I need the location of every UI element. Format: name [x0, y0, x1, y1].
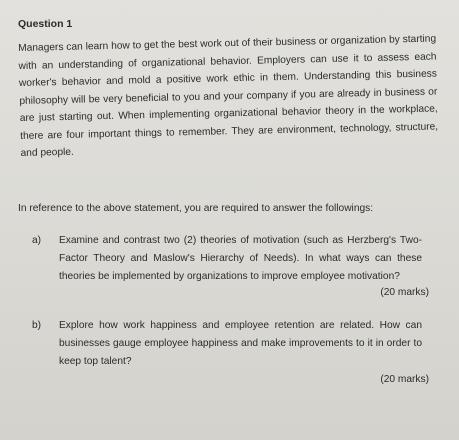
question-heading: Question 1: [18, 18, 73, 30]
question-item-a: [32, 232, 422, 286]
instruction-prompt: In reference to the above statement, you are required to answer the followings:: [18, 203, 374, 214]
item-a-marks: (20 marks): [380, 287, 429, 298]
item-a-letter: a): [32, 235, 42, 246]
intro-paragraph: Managers can learn how to get the best work out of their business or organization by starting with an understanding of organizational behavior. Employers can use it to assess each worker's behavior and mold a positive work ethic in them. Understanding this business philosophy will be very beneficial to you and your company if you are already in business or are just starting out. When implementing organizational behavior theory in the workplace, there are four important things to remember. They are environment, technology, structure, and people.: [18, 33, 439, 159]
item-a-text: Examine and contrast two (2) theories of motivation (such as Herzberg's Two-Factor Theory and Maslow's Hierarchy of Needs). In what ways can these theories be implemented by organizations to improve employee motivation?: [59, 235, 422, 282]
question-item-b: [32, 317, 422, 371]
item-b-marks: (20 marks): [380, 374, 429, 385]
item-b-text: Explore how work happiness and employee retention are related. How can businesses gauge employee happiness and make improvements to it in order to keep top talent?: [59, 320, 422, 367]
item-b-letter: b): [32, 320, 42, 331]
